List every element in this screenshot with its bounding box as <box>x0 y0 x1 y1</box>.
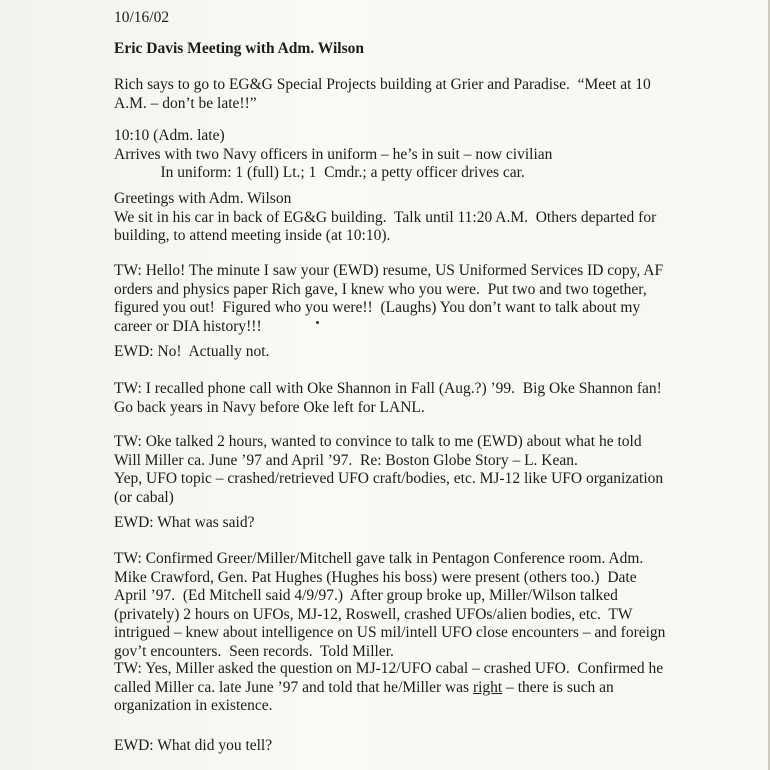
document-date: 10/16/02 <box>114 9 170 26</box>
paragraph-oke-shannon: TW: I recalled phone call with Oke Shannon in Fall (Aug.?) ’99. Big Oke Shannon fan! Go back years in Navy before Oke left for LANL. <box>114 380 662 416</box>
ink-speck <box>316 321 319 324</box>
paragraph-ewd-what-said: EWD: What was said? <box>114 514 255 531</box>
underlined-word: right <box>472 678 503 696</box>
underlined-right-line: called Miller ca. late June ’97 and told that he/Miller was right – there is such an <box>114 678 614 696</box>
paragraph-rich-says: Rich says to go to EG&G Special Projects building at Grier and Paradise. “Meet at 10 A.M. – don’t be late!!” <box>114 76 651 112</box>
paragraph-oke-talked: TW: Oke talked 2 hours, wanted to convince to talk to me (EWD) about what he told Will Miller ca. June ’97 and April ’97. Re: Boston Globe Story – L. Kean. Yep, UFO topic – crashed/retrieved UFO craft/bodies, etc. MJ-12 like UFO organization (or cabal) <box>114 433 664 506</box>
paragraph-ewd-no: EWD: No! Actually not. <box>114 343 270 360</box>
paragraph-confirmed-greer: TW: Confirmed Greer/Miller/Mitchell gave talk in Pentagon Conference room. Adm. Mike Crawford, Gen. Pat Hughes (Hughes his boss) were present (others too.) Date April ’97. (Ed Mitchell said 4/9/97.) After group broke up, Miller/Wilson talked (privately) 2 hours on UFOs, MJ-12, Roswell, crashed UFOs/alien bodies, etc. TW intrigued – knew about intelligence on US mil/intell UFO close encounters – and foreign gov’t encounters. Seen records. Told Miller. <box>114 550 666 660</box>
paragraph-greetings: Greetings with Adm. Wilson We sit in his car in back of EG&G building. Talk until 11:20 A.M. Others departed for building, to attend meeting inside (at 10:10). <box>114 190 657 244</box>
paragraph-miller-asked: TW: Yes, Miller asked the question on MJ-12/UFO cabal – crashed UFO. Confirmed he called Miller ca. late June ’97 and told that he/Miller was right – there is such an organization in existence. <box>114 660 664 714</box>
paragraph-ewd-what-tell: EWD: What did you tell? <box>114 737 273 754</box>
paragraph-tw-hello: TW: Hello! The minute I saw your (EWD) resume, US Uniformed Services ID copy, AF orders and physics paper Rich gave, I knew who you were. Put two and two together, figured you out! Figured who you were!! (Laughs) You don’t want to talk about my career or DIA history!!! <box>114 262 664 335</box>
document-title: Eric Davis Meeting with Adm. Wilson <box>114 40 365 57</box>
paragraph-arrival: 10:10 (Adm. late) Arrives with two Navy officers in uniform – he’s in suit – now civilian In uniform: 1 (full) Lt.; 1 Cmdr.; a petty officer drives car. <box>114 127 553 181</box>
